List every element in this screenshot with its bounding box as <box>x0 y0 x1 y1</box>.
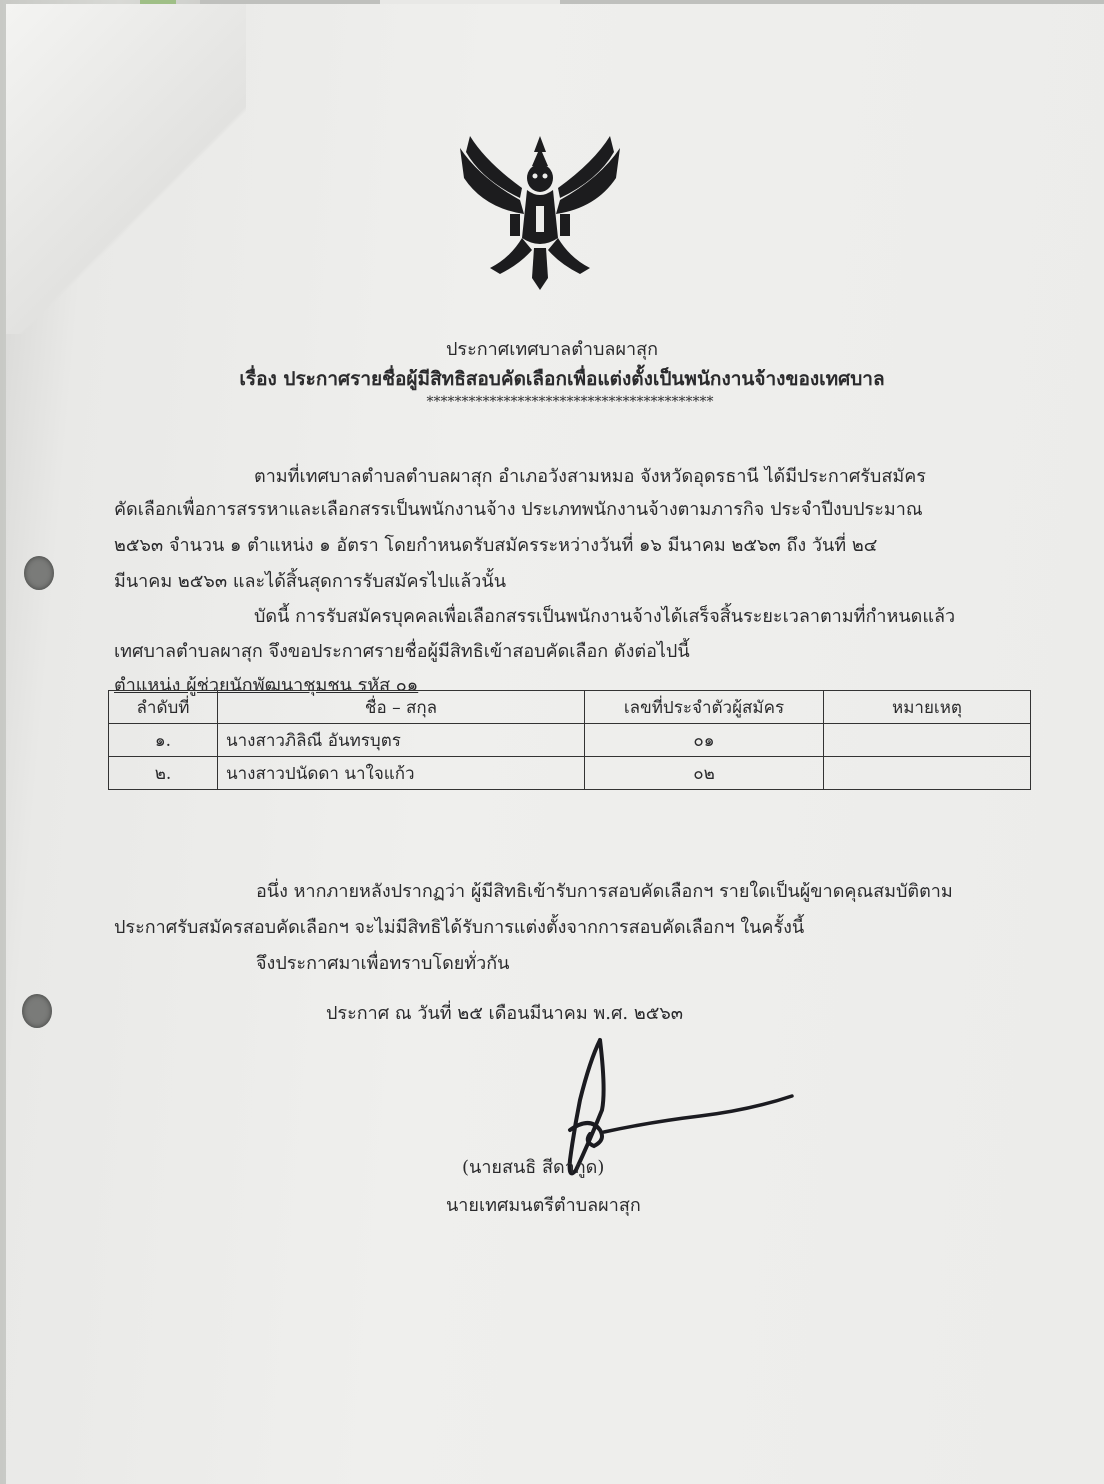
paragraph-3-line-2: ประกาศรับสมัครสอบคัดเลือกฯ จะไม่มีสิทธิได้รับการแต่งตั้งจากการสอบคัดเลือกฯ ในครั้งนี้ <box>114 917 805 938</box>
header-applicant-id: เลขที่ประจำตัวผู้สมัคร <box>585 691 824 724</box>
paragraph-3-line-1: อนึ่ง หากภายหลังปรากฏว่า ผู้มีสิทธิเข้ารับการสอบคัดเลือกฯ รายใดเป็นผู้ขาดคุณสมบัติตาม <box>256 881 953 902</box>
paragraph-1-line-2: คัดเลือกเพื่อการสรรหาและเลือกสรรเป็นพนักงานจ้าง ประเภทพนักงานจ้างตามภารกิจ ประจำปีงบประมาณ <box>114 499 923 520</box>
position-line: ตำแหน่ง ผู้ช่วยนักพัฒนาชุมชน รหัส ๐๑ <box>114 675 419 696</box>
table-row <box>109 757 1031 790</box>
row-order: ๑. <box>109 724 218 757</box>
issuer-heading: ประกาศเทศบาลตำบลผาสุก <box>446 339 658 360</box>
header-name: ชื่อ – สกุล <box>218 691 585 724</box>
header-remarks: หมายเหตุ <box>824 691 1031 724</box>
row-name: นางสาวภิลิณี อันทรบุตร <box>218 724 585 757</box>
row-name: นางสาวปนัดดา นาใจแก้ว <box>218 757 585 790</box>
table-header-row <box>109 691 1031 724</box>
garuda-emblem-icon <box>450 118 630 298</box>
page-curl <box>6 4 246 334</box>
applicant-table <box>108 690 1031 790</box>
paragraph-1-line-4: มีนาคม ๒๕๖๓ และได้สิ้นสุดการรับสมัครไปแล้วนั้น <box>114 571 507 592</box>
row-remarks <box>824 724 1031 757</box>
row-applicant-id: ๐๑ <box>585 724 824 757</box>
row-order: ๒. <box>109 757 218 790</box>
paragraph-2-line-1: บัดนี้ การรับสมัครบุคคลเพื่อเลือกสรรเป็นพนักงานจ้างได้เสร็จสิ้นระยะเวลาตามที่กำหนดแล้ว <box>254 606 956 627</box>
signatory-title: นายเทศมนตรีตำบลผาสุก <box>446 1195 641 1216</box>
paragraph-2-line-2: เทศบาลตำบลผาสุก จึงขอประกาศรายชื่อผู้มีสิทธิเข้าสอบคัดเลือก ดังต่อไปนี้ <box>114 641 690 662</box>
punch-hole-top <box>24 556 54 590</box>
header-order: ลำดับที่ <box>109 691 218 724</box>
paragraph-4: จึงประกาศมาเพื่อทราบโดยทั่วกัน <box>256 953 510 974</box>
row-remarks <box>824 757 1031 790</box>
table-row <box>109 724 1031 757</box>
punch-hole-bottom <box>22 994 52 1028</box>
paragraph-1-line-3: ๒๕๖๓ จำนวน ๑ ตำแหน่ง ๑ อัตรา โดยกำหนดรับสมัครระหว่างวันที่ ๑๖ มีนาคม ๒๕๖๓ ถึง วันที่ ๒๔ <box>114 535 878 556</box>
announcement-date: ประกาศ ณ วันที่ ๒๕ เดือนมีนาคม พ.ศ. ๒๕๖๓ <box>326 1003 684 1024</box>
subject-heading: เรื่อง ประกาศรายชื่อผู้มีสิทธิสอบคัดเลือกเพื่อแต่งตั้งเป็นพนักงานจ้างของเทศบาล <box>239 368 885 390</box>
paragraph-1-line-1: ตามที่เทศบาลตำบลตำบลผาสุก อำเภอวังสามหมอ จังหวัดอุดรธานี ได้มีประกาศรับสมัคร <box>254 466 926 487</box>
row-applicant-id: ๐๒ <box>585 757 824 790</box>
signatory-name: (นายสนธิ สีดากูด) <box>462 1157 605 1178</box>
separator-line: ***************************************** <box>426 394 714 410</box>
